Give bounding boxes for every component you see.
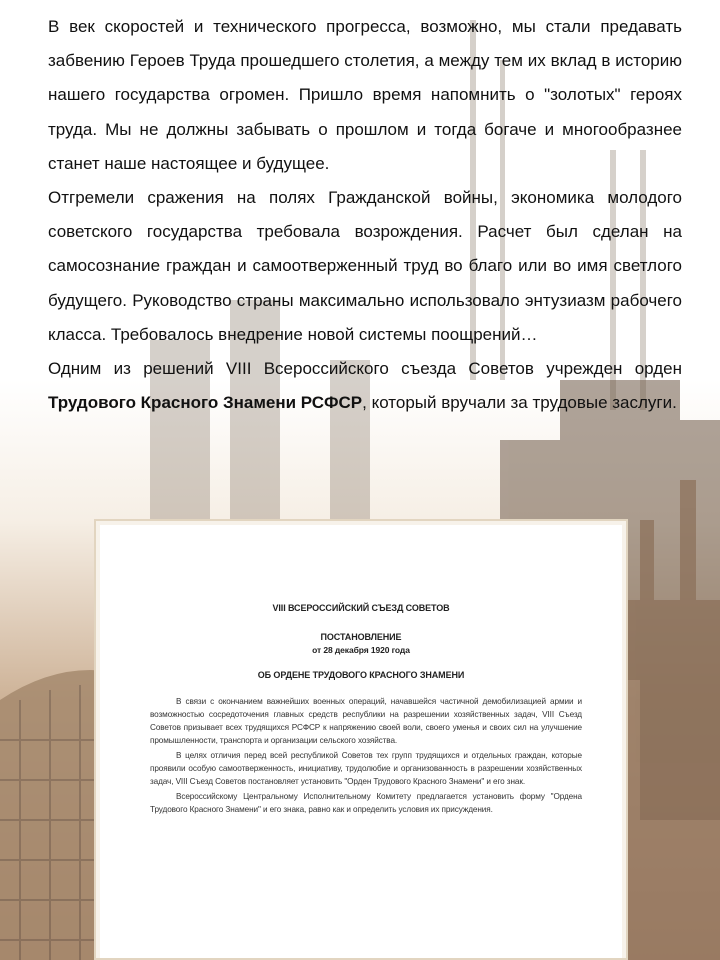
decree-subject: ОБ ОРДЕНЕ ТРУДОВОГО КРАСНОГО ЗНАМЕНИ [257,670,465,680]
decree-congress-title: VIII ВСЕРОССИЙСКИЙ СЪЕЗД СОВЕТОВ [272,603,450,613]
slide-text [48,10,682,420]
decree-date: от 28 декабря 1920 года [312,645,410,655]
paragraph-3-end: , который вручали за трудовые заслуги. [362,393,677,413]
decree-body [150,695,582,818]
decree-paragraph-2: В целях отличия перед всей республикой Советов тех групп трудящихся и отдельных граждан, которые проявили особую самоотверженность, инициативу, трудолюбие и организованность в разрешении хозяйственных задач, VIII Съезд Советов постановляет установить "Орден Трудового Красного Знамени" и его знак. [150,751,582,786]
decree-type: ПОСТАНОВЛЕНИЕ [320,632,402,642]
decree-document-image [94,519,628,960]
intro-paragraph-3 [48,352,682,420]
decree-paragraph-3: Всероссийскому Центральному Исполнительному Комитету предлагается установить форму "Ордена Трудового Красного Знамени" и его знака, равно как и определить условия их присуждения. [150,792,582,814]
paragraph-3-start: Одним из решений VIII Всероссийского съезда Советов учрежден орден [48,359,682,379]
decree-page [100,525,622,958]
intro-paragraph-2: Отгремели сражения на полях Гражданской войны, экономика молодого советского государства требовала возрождения. Расчет был сделан на самосознание граждан и самоотверженный труд во благо или во имя светлого будущего. Руководство страны максимально использовало энтузиазм рабочего класса. Требовалось внедрение новой системы поощрений… [48,188,682,344]
order-name-bold: Трудового Красного Знамени РСФСР [48,393,363,413]
intro-paragraph-1: В век скоростей и технического прогресса, возможно, мы стали предавать забвению Героев Труда прошедшего столетия, а между тем их вклад в историю нашего государства огромен. Пришло время напомнить о "золотых" героях труда. Мы не должны забывать о прошлом и тогда богаче и многообразнее станет наше настоящее и будущее. [48,17,682,173]
decree-paragraph-1: В связи с окончанием важнейших военных операций, начавшейся частичной демобилизацией армии и возможностью сосредоточения главных средств республики на разрешении хозяйственных задач, VIII Съезд Советов призывает всех трудящихся РСФСР к напряжению своей воли, своего уменья и своих сил на улучшение промышленности, транспорта и организации сельского хозяйства. [150,697,582,745]
